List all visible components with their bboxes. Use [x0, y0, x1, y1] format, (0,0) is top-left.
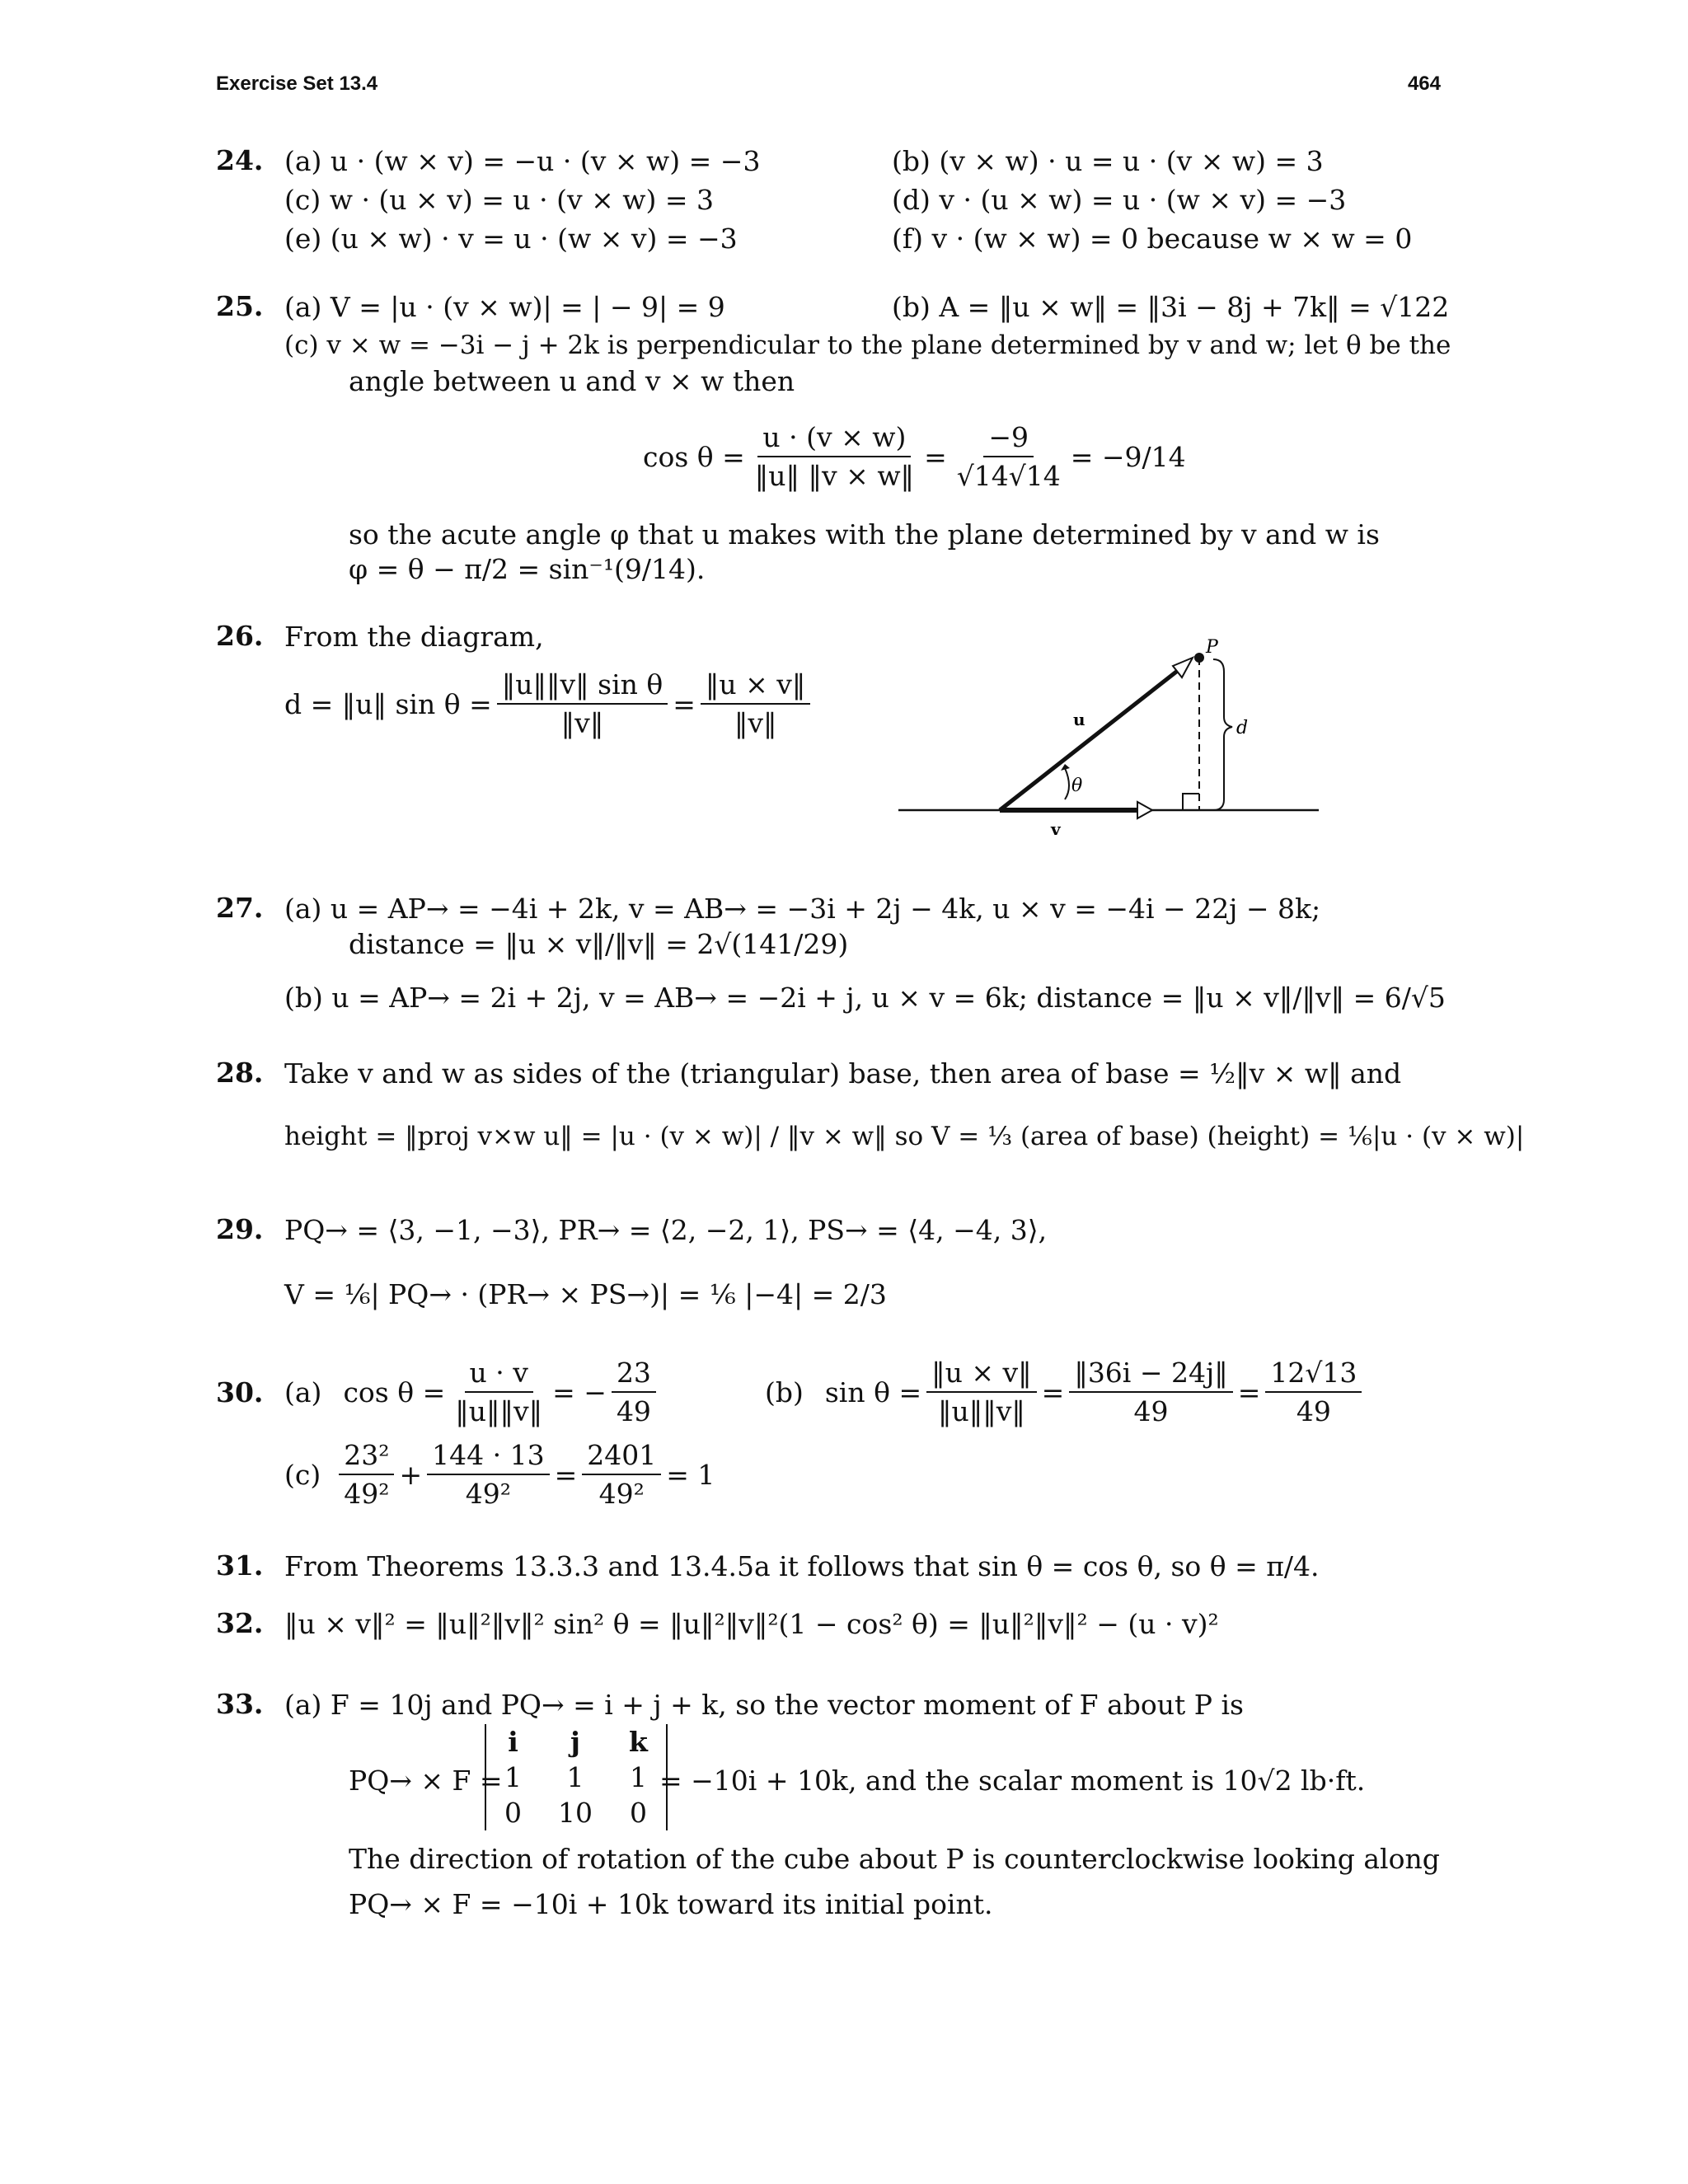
problem-number-30: 30. — [216, 1376, 264, 1408]
part-label: (b) — [765, 1376, 804, 1408]
numerator: ‖u × v‖ — [701, 668, 811, 705]
fraction — [701, 668, 811, 741]
matrix-cell: 0 — [504, 1797, 522, 1829]
problem-number-32: 32. — [216, 1607, 264, 1639]
cos-theta-equation — [643, 420, 1186, 494]
answer-28-line2: height = ‖proj v×w u‖ = |u · (v × w)| / ‖v × w‖ so V = ⅓ (area of base) (height) = ⅙|u · (v × w)| — [284, 1122, 1525, 1151]
answer-28-line1: Take v and w as sides of the (triangular) base, then area of base = ½‖v × w‖ and — [284, 1057, 1402, 1090]
problem-number-27: 27. — [216, 892, 264, 924]
answer-29-line1: PQ→ = ⟨3, −1, −3⟩, PR→ = ⟨2, −2, 1⟩, PS→ = ⟨4, −4, 3⟩, — [284, 1214, 1048, 1246]
answer-31: From Theorems 13.3.3 and 13.4.5a it follows that sin θ = cos θ, so θ = π/4. — [284, 1550, 1320, 1582]
problem-number-24: 24. — [216, 144, 264, 176]
problem-number-33: 33. — [216, 1688, 264, 1720]
answer-24c: (c) w · (u × v) = u · (v × w) = 3 — [284, 184, 714, 216]
answer-25c-line2: angle between u and v × w then — [349, 365, 795, 397]
plus: + — [399, 1458, 423, 1491]
numerator: 144 · 13 — [427, 1438, 549, 1475]
problem-number-25: 25. — [216, 290, 264, 322]
fraction — [339, 1438, 394, 1511]
answer-27b: (b) u = AP→ = 2i + 2j, v = AB→ = −2i + j, u × v = 6k; distance = ‖u × v‖/‖v‖ = 6/√5 — [284, 982, 1446, 1014]
matrix-row — [485, 1795, 667, 1830]
denominator: 49² — [344, 1478, 390, 1511]
equals: = — [924, 440, 947, 473]
label-d: d — [1236, 718, 1249, 738]
vector-v-arrowhead — [1137, 802, 1152, 818]
answer-24e: (e) (u × w) · v = u · (w × v) = −3 — [284, 223, 738, 255]
matrix-row — [485, 1760, 667, 1795]
answer-30b — [765, 1356, 1367, 1429]
answer-30a — [284, 1356, 661, 1429]
page-number: 464 — [1407, 73, 1441, 95]
answer-33a: (a) F = 10j and PQ→ = i + j + k, so the vector moment of F about P is — [284, 1689, 1244, 1721]
denominator: ‖v‖ — [560, 707, 604, 740]
matrix-cell: 1 — [504, 1761, 522, 1793]
part-label: (c) — [284, 1458, 321, 1491]
numerator: u · (v × w) — [757, 420, 911, 457]
answer-24b: (b) (v × w) · u = u · (v × w) = 3 — [892, 145, 1324, 177]
denominator: ‖u‖‖v‖ — [455, 1395, 543, 1428]
answer-25b: (b) A = ‖u × w‖ = ‖3i − 8j + 7k‖ = √122 — [892, 291, 1450, 323]
determinant-matrix — [485, 1724, 668, 1830]
distance-lhs: d = ‖u‖ sin θ = — [284, 687, 492, 720]
fraction — [1069, 1356, 1232, 1429]
part-label: (a) — [284, 1376, 322, 1408]
denominator: √14√14 — [956, 460, 1061, 493]
matrix-cell: i — [508, 1726, 518, 1758]
fraction — [427, 1438, 549, 1511]
equals-minus: = − — [552, 1376, 607, 1408]
equals: = — [1041, 1376, 1065, 1408]
fraction — [952, 420, 1066, 494]
cross-product-lhs: PQ→ × F = — [349, 1765, 503, 1797]
matrix-cell: 1 — [629, 1761, 647, 1793]
matrix-row — [485, 1724, 667, 1760]
cos-theta-lhs: cos θ = — [643, 440, 745, 473]
matrix-cell: 1 — [566, 1761, 584, 1793]
problem-number-29: 29. — [216, 1213, 264, 1245]
cos-theta-result: = −9/14 — [1070, 440, 1186, 473]
answer-26-intro: From the diagram, — [284, 621, 544, 653]
matrix-cell: k — [629, 1726, 648, 1758]
denominator: 49 — [1296, 1395, 1331, 1428]
label-v: v — [1051, 819, 1061, 839]
denominator: ‖v‖ — [734, 707, 777, 740]
answer-24d: (d) v · (u × w) = u · (w × v) = −3 — [892, 184, 1347, 216]
numerator: −9 — [983, 420, 1034, 457]
answer-30c — [284, 1438, 715, 1511]
fraction — [450, 1356, 547, 1429]
answer-25c-conclusion-1: so the acute angle φ that u makes with the plane determined by v and w is — [349, 518, 1380, 551]
answer-33a-rotation-1: The direction of rotation of the cube about P is counterclockwise looking along — [349, 1843, 1440, 1875]
numerator: 23² — [339, 1438, 394, 1475]
numerator: 23 — [612, 1356, 656, 1393]
answer-29-line2: V = ⅙| PQ→ · (PR→ × PS→)| = ⅙ |−4| = 2/3 — [284, 1278, 887, 1310]
label-u: u — [1073, 710, 1085, 729]
cos-theta-lhs: cos θ = — [343, 1376, 446, 1408]
running-head-title: Exercise Set 13.4 — [216, 73, 378, 95]
result: = 1 — [666, 1458, 715, 1491]
numerator: ‖36i − 24j‖ — [1069, 1356, 1232, 1393]
sin-theta-lhs: sin θ = — [824, 1376, 922, 1408]
numerator: 12√13 — [1265, 1356, 1362, 1393]
denominator: 49² — [598, 1478, 645, 1511]
distance-equation — [284, 668, 815, 741]
fraction — [582, 1438, 661, 1511]
matrix-cell: j — [570, 1726, 580, 1758]
vector-diagram — [890, 635, 1335, 841]
equals: = — [554, 1458, 578, 1491]
answer-24f: (f) v · (w × w) = 0 because w × w = 0 — [892, 223, 1413, 255]
right-angle-mark — [1183, 794, 1199, 810]
answer-27a-line1: (a) u = AP→ = −4i + 2k, v = AB→ = −3i + 2j − 4k, u × v = −4i − 22j − 8k; — [284, 893, 1321, 925]
matrix-cell: 10 — [558, 1797, 593, 1829]
numerator: ‖u × v‖ — [926, 1356, 1037, 1393]
answer-25a: (a) V = |u · (v × w)| = | − 9| = 9 — [284, 291, 725, 323]
answer-27a-line2: distance = ‖u × v‖/‖v‖ = 2√(141/29) — [349, 928, 849, 960]
denominator: ‖u‖ ‖v × w‖ — [754, 460, 915, 493]
denominator: 49 — [1133, 1395, 1169, 1428]
fraction — [1265, 1356, 1362, 1429]
matrix-cell: 0 — [629, 1797, 647, 1829]
denominator: 49 — [616, 1395, 651, 1428]
fraction — [612, 1356, 656, 1429]
fraction — [750, 420, 919, 494]
fraction — [497, 668, 668, 741]
numerator: u · v — [465, 1356, 533, 1393]
numerator: 2401 — [582, 1438, 661, 1475]
answer-25c-line1: (c) v × w = −3i − j + 2k is perpendicular to the plane determined by v and w; let θ be the — [284, 330, 1451, 360]
problem-number-31: 31. — [216, 1549, 264, 1582]
numerator: ‖u‖‖v‖ sin θ — [497, 668, 668, 705]
label-theta: θ — [1071, 776, 1083, 796]
fraction — [926, 1356, 1037, 1429]
label-p: P — [1206, 637, 1218, 658]
problem-number-26: 26. — [216, 620, 264, 652]
answer-33a-rotation-2: PQ→ × F = −10i + 10k toward its initial point. — [349, 1888, 993, 1920]
answer-25c-conclusion-2: φ = θ − π/2 = sin⁻¹(9/14). — [349, 553, 706, 585]
equals: = — [673, 687, 696, 720]
equals: = — [1237, 1376, 1261, 1408]
distance-brace — [1213, 659, 1232, 810]
cross-product-result: = −10i + 10k, and the scalar moment is 10√2 lb·ft. — [659, 1765, 1366, 1797]
denominator: 49² — [465, 1478, 511, 1511]
answer-32: ‖u × v‖² = ‖u‖²‖v‖² sin² θ = ‖u‖²‖v‖²(1 − cos² θ) = ‖u‖²‖v‖² − (u · v)² — [284, 1608, 1219, 1640]
problem-number-28: 28. — [216, 1057, 264, 1089]
vector-u — [1000, 663, 1187, 810]
answer-24a: (a) u · (w × v) = −u · (v × w) = −3 — [284, 145, 761, 177]
angle-arc — [1065, 768, 1069, 799]
denominator: ‖u‖‖v‖ — [937, 1395, 1025, 1428]
